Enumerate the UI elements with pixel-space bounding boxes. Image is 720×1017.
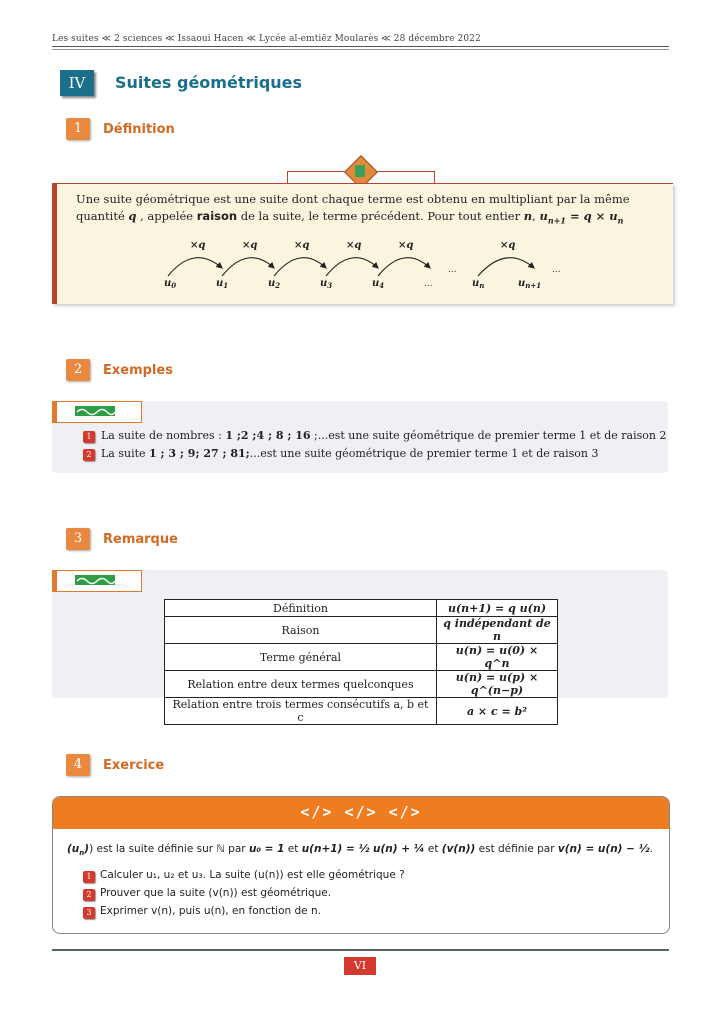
wave-icon	[75, 575, 115, 585]
exercise-intro: $(u_n)$) est la suite définie sur ℕ par u₀ = 1 et u(n+1) = ½ u(n) + ¼ et (v(n)) est définie par v(n) = u(n) − ½.	[67, 843, 653, 858]
section-title: Suites géométriques	[115, 73, 303, 92]
list-marker: 1	[83, 431, 95, 443]
term-un: $u_n$	[472, 278, 485, 290]
examples-tab	[52, 401, 142, 423]
term-u2: $u_2$	[268, 278, 281, 290]
ellipsis: ...	[552, 265, 561, 275]
table-row: Définition u(n+1) = q u(n)	[165, 600, 558, 617]
times-q-label: ×q	[346, 240, 362, 251]
definition-text: Une suite géométrique est une suite dont chaque terme est obtenu en multipliant par la même quantité q , appelée raison de la suite, le terme précédent. Pour tout entier n, $u_{n+1} = q \times u_n$	[76, 192, 630, 226]
arrow-un-un1	[478, 258, 534, 276]
arrow-u3-u4	[326, 258, 378, 276]
times-q-label: ×q	[398, 240, 414, 251]
list-marker: 2	[83, 889, 95, 901]
section-number: IV	[60, 70, 94, 96]
arrow-u4-next	[378, 258, 430, 276]
times-q-label: ×q	[190, 240, 206, 251]
subsection-number-remark: 3	[66, 528, 90, 550]
formula-table	[164, 599, 558, 725]
term-u0: $u_0$	[164, 278, 177, 290]
subsection-title-definition: Définition	[103, 122, 175, 137]
subsection-title-examples: Exemples	[103, 363, 173, 378]
header-rule	[52, 46, 669, 47]
ellipsis: ...	[424, 279, 433, 289]
exercise-question: Exprimer v(n), puis u(n), en fonction de n.	[100, 905, 321, 917]
exercise-question: Calculer u₁, u₂ et u₃. La suite (u(n)) est elle géométrique ?	[100, 869, 405, 881]
term-u4: $u_4$	[372, 278, 385, 290]
example-item: La suite de nombres : 1 ;2 ;4 ; 8 ; 16 ;...est une suite géométrique de premier terme 1 et de raison 2	[101, 429, 667, 442]
table-row: Raison q indépendant de n	[165, 617, 558, 644]
footer-rule	[52, 949, 669, 951]
header-rule-thin	[52, 49, 669, 50]
times-q-label: ×q	[242, 240, 258, 251]
document-icon	[355, 165, 365, 177]
table-row: Terme général u(n) = u(0) × q^n	[165, 644, 558, 671]
list-marker: 1	[83, 871, 95, 883]
table-row: Relation entre trois termes consécutifs a, b et c a × c = b²	[165, 698, 558, 725]
arrow-u0-u1	[168, 258, 222, 276]
table-row: Relation entre deux termes quelconques u(n) = u(p) × q^(n−p)	[165, 671, 558, 698]
subsection-number-definition: 1	[66, 118, 90, 140]
term-u3: $u_3$	[320, 278, 333, 290]
running-header: Les suites ≪ 2 sciences ≪ Issaoui Hacen ≪ Lycée al-emtiëz Moularès ≪ 28 décembre 2022	[52, 34, 481, 44]
remark-tab	[52, 570, 142, 592]
code-icon: </> </> </>	[300, 803, 422, 821]
page-number: VI	[344, 957, 376, 975]
example-item: La suite 1 ; 3 ; 9; 27 ; 81;...est une suite géométrique de premier terme 1 et de raison 3	[101, 447, 599, 460]
term-un1: $u_{n+1}$	[518, 278, 542, 290]
times-q-label: ×q	[294, 240, 310, 251]
term-u1: $u_1$	[216, 278, 229, 290]
arrow-u2-u3	[274, 258, 326, 276]
times-q-label: ×q	[500, 240, 516, 251]
subsection-title-remark: Remarque	[103, 532, 178, 547]
ellipsis: ...	[448, 265, 457, 275]
subsection-number-examples: 2	[66, 359, 90, 381]
exercise-question: Prouver que la suite (v(n)) est géométrique.	[100, 887, 332, 899]
wave-icon	[75, 406, 115, 416]
multiplication-diagram	[150, 236, 590, 292]
arrow-u1-u2	[222, 258, 274, 276]
subsection-number-exercise: 4	[66, 754, 90, 776]
list-marker: 2	[83, 449, 95, 461]
subsection-title-exercise: Exercice	[103, 758, 165, 773]
list-marker: 3	[83, 907, 95, 919]
